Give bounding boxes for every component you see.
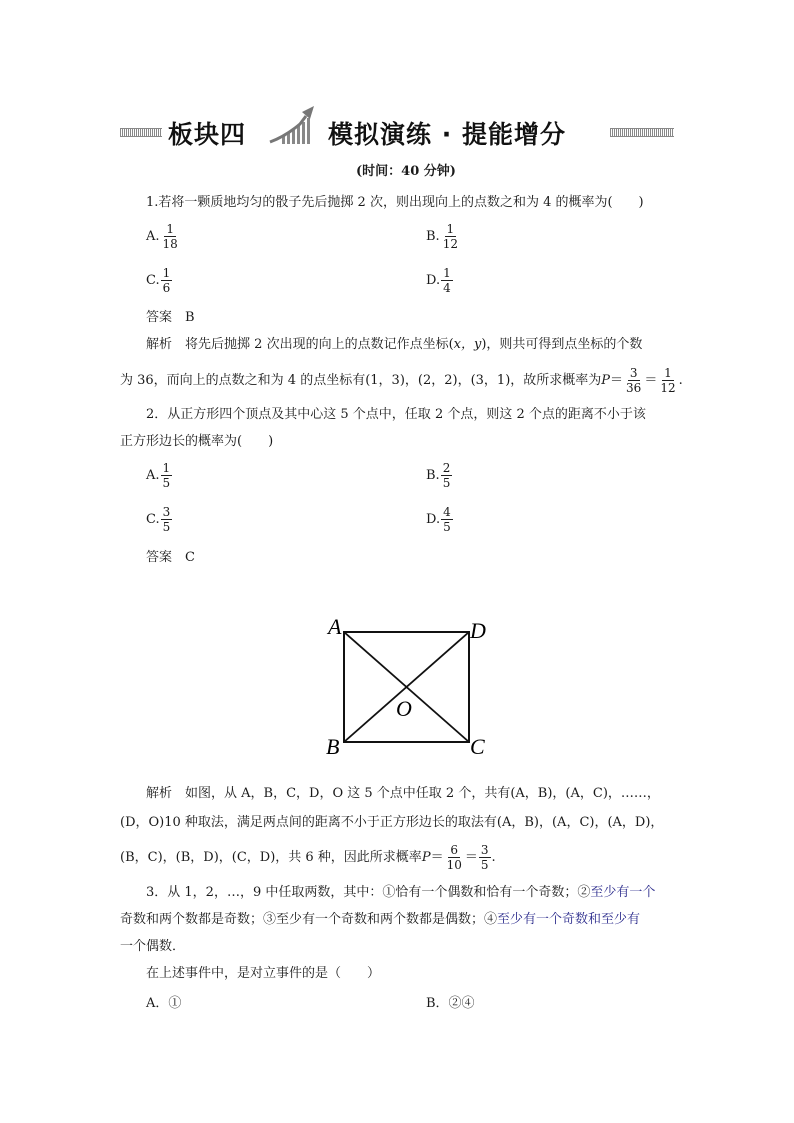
answer-label: 答案 <box>146 310 173 325</box>
q1-analysis-line1 <box>146 335 642 355</box>
fraction <box>161 461 173 490</box>
header-left-bar <box>120 128 162 137</box>
denominator: 12 <box>442 237 458 251</box>
q2-option-d <box>426 505 454 534</box>
analysis-label: 解析 <box>146 337 173 352</box>
time-limit: (时间：40 分钟) <box>356 164 456 179</box>
option-label: B. <box>426 229 440 244</box>
header-subtitle: 提能增分 <box>461 120 566 149</box>
fraction <box>624 366 643 395</box>
denominator: 36 <box>626 381 642 395</box>
denominator: 5 <box>443 520 451 534</box>
period: . <box>491 850 496 865</box>
q2-option-a <box>146 461 173 490</box>
fraction <box>161 505 173 534</box>
denominator: 5 <box>162 476 171 490</box>
equals: ＝ <box>430 850 444 865</box>
prob-symbol: P <box>421 850 431 865</box>
square-figure <box>312 604 512 770</box>
answer-label: 答案 <box>146 550 173 565</box>
equals: ＝ <box>644 373 658 388</box>
option-label: A. <box>146 229 160 244</box>
vertex-a: A <box>328 614 342 639</box>
header-title-main: 模拟演练 <box>328 120 433 149</box>
fraction <box>441 505 453 534</box>
denominator: 4 <box>443 281 451 295</box>
q1-option-c <box>146 266 173 295</box>
q1-stem: 1.若将一颗质地均匀的骰子先后抛掷 2 次，则出现向上的点数之和为 4 的概率为( ) <box>146 195 644 210</box>
analysis-text: (B，C)，(B，D)，(C，D)，共 6 种，因此所求概率 <box>120 850 422 865</box>
equals: ＝ <box>610 373 624 388</box>
denominator: 5 <box>480 858 489 872</box>
vertex-b: B <box>326 734 340 759</box>
q2-stem-line1: 2．从正方形四个顶点及其中心这 5 个点中，任取 2 个点，则这 2 个点的距离不小于该 <box>146 407 646 422</box>
option-label: C. <box>146 512 160 527</box>
numerator: 1 <box>446 222 455 236</box>
q3-option-a: A．① <box>146 996 182 1011</box>
fraction <box>441 222 460 251</box>
answer-value: C <box>185 550 195 565</box>
denominator: 18 <box>162 237 178 251</box>
q1-answer <box>146 308 195 328</box>
analysis-text: 为 36，而向上的点数之和为 4 的点坐标有(1，3)，(2，2)，(3，1)，故所求概率为 <box>120 373 602 388</box>
q1-analysis-line2 <box>120 366 683 395</box>
q2-stem-line2: 正方形边长的概率为( ) <box>120 434 274 449</box>
header-section: 板块四 <box>168 120 247 149</box>
vertex-d: D <box>470 618 486 643</box>
center-o: O <box>396 696 412 721</box>
denominator: 6 <box>162 281 171 295</box>
growth-chart-icon <box>266 102 324 146</box>
q2-analysis-line3 <box>120 843 496 872</box>
denominator: 5 <box>442 476 451 490</box>
fraction <box>441 266 453 295</box>
analysis-label: 解析 <box>146 786 173 801</box>
option-label: D. <box>426 273 441 288</box>
denominator: 5 <box>162 520 171 534</box>
numerator: 1 <box>162 461 171 475</box>
analysis-text: )，则共可得到点坐标的个数 <box>481 337 643 352</box>
q3-text: 3．从 1，2，…，9 中任取两数，其中：①恰有一个偶数和恰有一个奇数；② <box>146 885 591 900</box>
numerator: 1 <box>664 366 672 380</box>
fraction <box>445 843 464 872</box>
q2-analysis-line2: (D，O)10 种取法，满足两点间的距离不小于正方形边长的取法有(A，B)，(A，C)，(A，D)， <box>120 815 664 830</box>
q1-option-d <box>426 266 454 295</box>
q2-option-c <box>146 505 173 534</box>
q3-text: 奇数和两个数都是奇数；③至少有一个奇数和两个数都是偶数；④ <box>120 912 498 927</box>
header-right-bar <box>610 128 674 137</box>
q1-option-b <box>426 222 461 251</box>
header-dot: · <box>441 120 453 149</box>
q3-line2 <box>120 910 640 930</box>
q3-question: 在上述事件中，是对立事件的是（ ） <box>146 966 381 981</box>
q1-option-a <box>146 222 181 251</box>
prob-symbol: P <box>601 373 611 388</box>
q2-option-b <box>426 461 453 490</box>
period: . <box>678 373 683 388</box>
denominator: 12 <box>660 381 676 395</box>
numerator: 4 <box>443 505 451 519</box>
equals: ＝ <box>464 850 478 865</box>
option-label: C. <box>146 273 160 288</box>
fraction <box>658 366 677 395</box>
q3-line3: 一个偶数． <box>120 939 186 954</box>
option-label: A. <box>146 468 160 483</box>
q2-answer <box>146 548 195 568</box>
fraction <box>161 222 180 251</box>
denominator: 10 <box>446 858 462 872</box>
fraction <box>441 461 453 490</box>
header-title <box>328 115 566 151</box>
q3-option-b: B．②④ <box>426 996 475 1011</box>
numerator: 2 <box>442 461 451 475</box>
analysis-vars: x，y <box>453 337 482 352</box>
option-label: D. <box>426 512 441 527</box>
q3-line1 <box>146 883 655 903</box>
fraction <box>161 266 173 295</box>
answer-value: B <box>185 310 195 325</box>
q3-text-highlight: 至少有一个 <box>590 885 656 900</box>
numerator: 3 <box>480 843 489 857</box>
analysis-text: 如图，从 A，B，C，D，O 这 5 个点中任取 2 个，共有(A，B)，(A，C)，……， <box>185 786 660 801</box>
fraction <box>479 843 491 872</box>
numerator: 3 <box>629 366 638 380</box>
q2-analysis-line1 <box>146 784 660 804</box>
q3-text-highlight: 至少有一个奇数和至少有 <box>497 912 641 927</box>
numerator: 1 <box>162 266 171 280</box>
numerator: 3 <box>162 505 171 519</box>
numerator: 1 <box>166 222 174 236</box>
numerator: 1 <box>443 266 451 280</box>
numerator: 6 <box>450 843 459 857</box>
analysis-text: 将先后抛掷 2 次出现的向上的点数记作点坐标( <box>185 337 454 352</box>
vertex-c: C <box>470 734 485 759</box>
option-label: B. <box>426 468 440 483</box>
